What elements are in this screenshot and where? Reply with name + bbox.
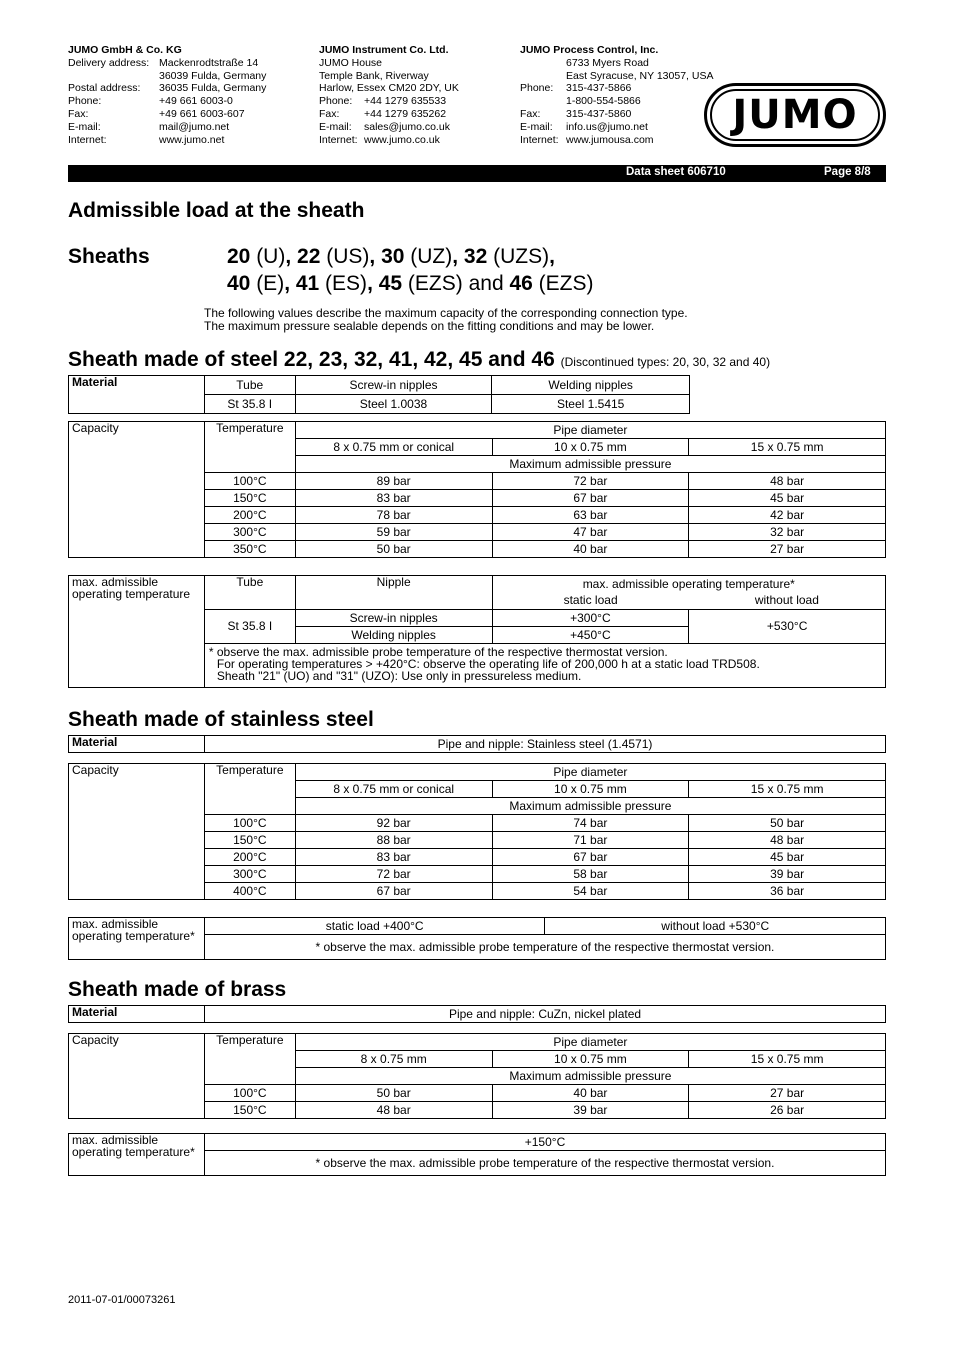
address-line xyxy=(319,57,459,70)
pressure-cell: 48 bar xyxy=(295,1102,492,1119)
address-value: Temple Bank, Riverway xyxy=(319,69,429,82)
optemp-screw-val: +300°C xyxy=(492,610,689,627)
pressure-cell: 88 bar xyxy=(295,832,492,849)
table-row xyxy=(69,576,886,593)
pressure-cell: 32 bar xyxy=(689,524,886,541)
sheath-code: (E) xyxy=(250,272,285,295)
address-value: 6733 Myers Road xyxy=(566,56,649,69)
brass-capacity-table xyxy=(68,1033,886,1119)
pressure-cell: 45 bar xyxy=(689,490,886,507)
sheath-code: (UZS) xyxy=(487,245,550,268)
brass-heading: Sheath made of brass xyxy=(68,978,287,1001)
steel-heading-note: (Discontinued types: 20, 30, 32 and 40) xyxy=(560,355,771,369)
table-row xyxy=(69,1134,886,1151)
address-key xyxy=(520,57,566,70)
sheath-number: 32 xyxy=(463,245,488,268)
header-bar xyxy=(68,165,886,182)
pressure-cell: 71 bar xyxy=(492,832,689,849)
diameter-head: 15 x 0.75 mm xyxy=(689,1051,886,1068)
address-value: Harlow, Essex CM20 2DY, UK xyxy=(319,82,459,95)
address-key: Fax: xyxy=(68,107,89,120)
address-key: Internet: xyxy=(68,133,107,146)
temperature-cell: 200°C xyxy=(204,507,295,524)
capacity-label: Capacity xyxy=(69,764,205,900)
address-value: www.jumo.co.uk xyxy=(364,133,440,146)
steel-capacity-table xyxy=(68,421,886,558)
optemp-notes xyxy=(204,644,885,688)
sheath-number: 22 xyxy=(297,245,321,268)
table-row xyxy=(69,918,886,935)
address-line xyxy=(319,70,459,83)
material-label: Material xyxy=(69,1006,205,1023)
address-line xyxy=(68,57,266,70)
diameter-head: 15 x 0.75 mm xyxy=(689,439,886,456)
address-value: 1-800-554-5866 xyxy=(566,95,641,108)
temperature-cell: 300°C xyxy=(204,524,295,541)
address-line xyxy=(520,95,713,108)
note-line: Sheath "21" (UO) and "31" (UZO): Use only in pressureless medium. xyxy=(216,669,582,683)
page-title: Admissible load at the sheath xyxy=(68,199,365,222)
address-line xyxy=(319,82,459,95)
pressure-cell: 72 bar xyxy=(295,866,492,883)
optemp-note: * observe the max. admissible probe temperature of the respective thermostat version. xyxy=(204,935,885,960)
optemp-static-head: static load xyxy=(492,593,689,610)
optemp-tube-val: St 35.8 I xyxy=(204,610,295,644)
capacity-label: Capacity xyxy=(69,422,205,558)
stainless-capacity-table xyxy=(68,763,886,900)
address-value: 36039 Fulda, Germany xyxy=(159,69,267,82)
pressure-head: Maximum admissible pressure xyxy=(295,1068,885,1085)
pressure-cell: 74 bar xyxy=(492,815,689,832)
address-key xyxy=(520,95,566,108)
pressure-cell: 26 bar xyxy=(689,1102,886,1119)
temperature-head: Temperature xyxy=(204,764,295,815)
pressure-cell: 83 bar xyxy=(295,490,492,507)
address-line xyxy=(520,108,713,121)
material-col-screw: Screw-in nipples xyxy=(295,376,492,395)
pressure-cell: 83 bar xyxy=(295,849,492,866)
note-line: For operating temperatures > +420°C: observe the operating life of 200,000 h at a static load TRD508. xyxy=(216,657,760,671)
table-row xyxy=(69,1006,886,1023)
company-name: JUMO Instrument Co. Ltd. xyxy=(319,44,449,56)
pressure-cell: 27 bar xyxy=(689,541,886,558)
temperature-cell: 350°C xyxy=(204,541,295,558)
pipe-diameter-head: Pipe diameter xyxy=(295,1034,885,1051)
sheaths-list xyxy=(227,243,594,297)
address-line xyxy=(68,70,266,83)
optemp-main-head: max. admissible operating temperature* xyxy=(492,576,886,593)
address-line xyxy=(68,82,266,95)
diameter-head: 10 x 0.75 mm xyxy=(492,1051,689,1068)
pressure-cell: 67 bar xyxy=(295,883,492,900)
diameter-head: 8 x 0.75 mm or conical xyxy=(295,781,492,798)
pressure-cell: 92 bar xyxy=(295,815,492,832)
address-jumo-usa xyxy=(520,44,713,146)
address-key: Phone: xyxy=(520,82,554,95)
pressure-head: Maximum admissible pressure xyxy=(295,798,885,815)
address-line xyxy=(319,121,459,134)
optemp-note: * observe the max. admissible probe temperature of the respective thermostat version. xyxy=(205,1151,886,1176)
address-value: 315-437-5866 xyxy=(566,82,632,95)
address-value: +44 1279 635533 xyxy=(364,95,447,108)
temperature-cell: 150°C xyxy=(204,490,295,507)
material-val-tube: St 35.8 I xyxy=(204,395,295,414)
address-value: 36035 Fulda, Germany xyxy=(159,82,267,95)
address-key: Fax: xyxy=(319,107,340,120)
capacity-label: Capacity xyxy=(69,1034,205,1119)
material-val: Pipe and nipple: Stainless steel (1.4571) xyxy=(205,736,886,753)
steel-heading xyxy=(68,348,770,372)
address-line xyxy=(319,108,459,121)
pipe-diameter-head: Pipe diameter xyxy=(295,422,885,439)
table-row xyxy=(69,736,886,753)
address-key: Internet: xyxy=(319,133,358,146)
pressure-cell: 47 bar xyxy=(492,524,689,541)
sheath-number: 41 xyxy=(295,272,320,295)
table-row xyxy=(69,376,690,395)
address-key xyxy=(520,70,566,83)
optemp-label: max. admissible operating temperature xyxy=(69,576,205,688)
brass-optemp-table xyxy=(68,1133,886,1176)
sheath-number: 30 xyxy=(381,245,405,268)
address-line xyxy=(520,134,713,147)
pressure-cell: 54 bar xyxy=(492,883,689,900)
temperature-cell: 100°C xyxy=(204,1085,295,1102)
address-key: Phone: xyxy=(68,95,102,108)
sheath-code: (EZS) xyxy=(402,272,463,295)
address-value: mail@jumo.net xyxy=(159,120,230,133)
steel-material-table xyxy=(68,375,690,414)
stainless-heading: Sheath made of stainless steel xyxy=(68,708,374,731)
company-name: JUMO Process Control, Inc. xyxy=(520,44,659,56)
address-line xyxy=(319,134,459,147)
diameter-head: 10 x 0.75 mm xyxy=(492,439,689,456)
optemp-without-head: without load xyxy=(689,593,886,610)
sheath-number: 45 xyxy=(378,272,403,295)
pressure-cell: 50 bar xyxy=(295,1085,492,1102)
material-val-screw: Steel 1.0038 xyxy=(295,395,492,414)
address-value: 315-437-5860 xyxy=(566,107,632,120)
address-value: +44 1279 635262 xyxy=(364,107,447,120)
pressure-cell: 72 bar xyxy=(492,473,689,490)
optemp-tube-head: Tube xyxy=(204,576,295,610)
pressure-cell: 78 bar xyxy=(295,507,492,524)
address-key: Fax: xyxy=(520,107,541,120)
address-line xyxy=(520,57,713,70)
sheath-code: (ES) xyxy=(319,272,368,295)
address-key: E-mail: xyxy=(68,120,101,133)
pressure-cell: 63 bar xyxy=(492,507,689,524)
jumo-logo xyxy=(704,83,886,147)
sheath-number: 46 xyxy=(509,272,533,295)
address-value: JUMO House xyxy=(319,56,383,69)
material-col-weld: Welding nipples xyxy=(492,376,690,395)
datasheet-number: Data sheet 606710 xyxy=(626,166,726,178)
pressure-head: Maximum admissible pressure xyxy=(295,456,885,473)
optemp-val: +150°C xyxy=(205,1134,886,1151)
stainless-optemp-table xyxy=(68,917,886,960)
pipe-diameter-head: Pipe diameter xyxy=(295,764,885,781)
diameter-head: 8 x 0.75 mm or conical xyxy=(295,439,492,456)
address-key: E-mail: xyxy=(520,120,553,133)
note-line: * observe the max. admissible probe temperature of the respective thermostat version. xyxy=(208,645,668,659)
address-line xyxy=(319,95,459,108)
material-label: Material xyxy=(69,736,205,753)
company-name: JUMO GmbH & Co. KG xyxy=(68,44,182,56)
address-key: Delivery address: xyxy=(68,56,150,69)
sheath-and: and xyxy=(462,272,510,295)
sheaths-label: Sheaths xyxy=(68,245,150,268)
address-value: Mackenrodtstraße 14 xyxy=(159,56,259,69)
temperature-cell: 100°C xyxy=(204,473,295,490)
intro-text xyxy=(204,307,688,333)
intro-line: The maximum pressure sealable depends on the fitting conditions and may be lower. xyxy=(204,319,655,333)
jumo-logo-text: JUMO xyxy=(710,89,880,141)
steel-heading-text: Sheath made of steel 22, 23, 32, 41, 42, 45 and 46 xyxy=(68,348,555,371)
pressure-cell: 39 bar xyxy=(492,1102,689,1119)
pressure-cell: 67 bar xyxy=(492,490,689,507)
sheath-number: 40 xyxy=(227,272,251,295)
pressure-cell: 40 bar xyxy=(492,1085,689,1102)
optemp-static: static load +400°C xyxy=(204,918,545,935)
address-line xyxy=(68,121,266,134)
optemp-without-val: +530°C xyxy=(689,610,886,644)
optemp-without: without load +530°C xyxy=(545,918,886,935)
temperature-cell: 200°C xyxy=(204,849,295,866)
address-value: info.us@jumo.net xyxy=(566,120,648,133)
pressure-cell: 50 bar xyxy=(689,815,886,832)
optemp-label: max. admissible operating temperature* xyxy=(69,1134,205,1176)
sheath-code: (U) xyxy=(250,245,286,268)
address-key: Internet: xyxy=(520,133,559,146)
address-value: www.jumousa.com xyxy=(566,133,654,146)
address-line xyxy=(520,82,713,95)
address-key xyxy=(68,70,159,83)
pressure-cell: 36 bar xyxy=(689,883,886,900)
optemp-weld-val: +450°C xyxy=(492,627,689,644)
address-key: Postal address: xyxy=(68,82,141,95)
address-value: +49 661 6003-0 xyxy=(159,95,233,108)
sheaths-line: 20 (U), 22 (US), 30 (UZ), 32 (UZS), xyxy=(227,245,555,268)
optemp-screw: Screw-in nipples xyxy=(295,610,492,627)
sheath-code: (US) xyxy=(320,245,370,268)
address-line xyxy=(68,134,266,147)
sheath-code: (UZ) xyxy=(404,245,453,268)
sheath-code: (EZS) xyxy=(532,272,594,295)
optemp-weld: Welding nipples xyxy=(295,627,492,644)
table-row xyxy=(69,1034,886,1051)
steel-optemp-table xyxy=(68,575,886,688)
optemp-label: max. admissible operating temperature* xyxy=(69,918,205,960)
material-col-tube: Tube xyxy=(204,376,295,395)
address-value: www.jumo.net xyxy=(159,133,225,146)
page-number: Page 8/8 xyxy=(824,166,871,178)
address-line xyxy=(68,108,266,121)
address-value: +49 661 6003-607 xyxy=(159,107,245,120)
pressure-cell: 48 bar xyxy=(689,473,886,490)
pressure-cell: 45 bar xyxy=(689,849,886,866)
address-line xyxy=(520,121,713,134)
address-key: Phone: xyxy=(319,95,353,108)
temperature-cell: 400°C xyxy=(204,883,295,900)
sheaths-line: 40 (E), 41 (ES), 45 (EZS) and 46 (EZS) xyxy=(227,272,594,295)
address-value: East Syracuse, NY 13057, USA xyxy=(566,69,714,82)
pressure-cell: 40 bar xyxy=(492,541,689,558)
pressure-cell: 59 bar xyxy=(295,524,492,541)
material-val-weld: Steel 1.5415 xyxy=(492,395,690,414)
diameter-head: 8 x 0.75 mm xyxy=(295,1051,492,1068)
temperature-head: Temperature xyxy=(204,1034,295,1085)
diameter-head: 10 x 0.75 mm xyxy=(492,781,689,798)
temperature-cell: 300°C xyxy=(204,866,295,883)
address-line xyxy=(520,70,713,83)
diameter-head: 15 x 0.75 mm xyxy=(689,781,886,798)
brass-material-table xyxy=(68,1005,886,1023)
material-val: Pipe and nipple: CuZn, nickel plated xyxy=(205,1006,886,1023)
optemp-nipple-head: Nipple xyxy=(295,576,492,610)
pressure-cell: 50 bar xyxy=(295,541,492,558)
pressure-cell: 58 bar xyxy=(492,866,689,883)
temperature-cell: 150°C xyxy=(204,1102,295,1119)
table-row xyxy=(69,422,886,439)
sheath-number: 20 xyxy=(227,245,251,268)
address-value: sales@jumo.co.uk xyxy=(364,120,450,133)
intro-line: The following values describe the maximum capacity of the corresponding connection type. xyxy=(204,306,688,320)
document-footer-id: 2011-07-01/00073261 xyxy=(68,1294,176,1306)
pressure-cell: 48 bar xyxy=(689,832,886,849)
table-row xyxy=(69,764,886,781)
pressure-cell: 89 bar xyxy=(295,473,492,490)
address-line xyxy=(68,95,266,108)
pressure-cell: 27 bar xyxy=(689,1085,886,1102)
temperature-cell: 100°C xyxy=(204,815,295,832)
pressure-cell: 67 bar xyxy=(492,849,689,866)
material-label: Material xyxy=(69,376,205,414)
pressure-cell: 39 bar xyxy=(689,866,886,883)
pressure-cell: 42 bar xyxy=(689,507,886,524)
address-jumo-uk xyxy=(319,44,459,146)
address-jumo-germany xyxy=(68,44,266,146)
stainless-material-table xyxy=(68,735,886,753)
temperature-head: Temperature xyxy=(204,422,295,473)
temperature-cell: 150°C xyxy=(204,832,295,849)
address-key: E-mail: xyxy=(319,120,352,133)
